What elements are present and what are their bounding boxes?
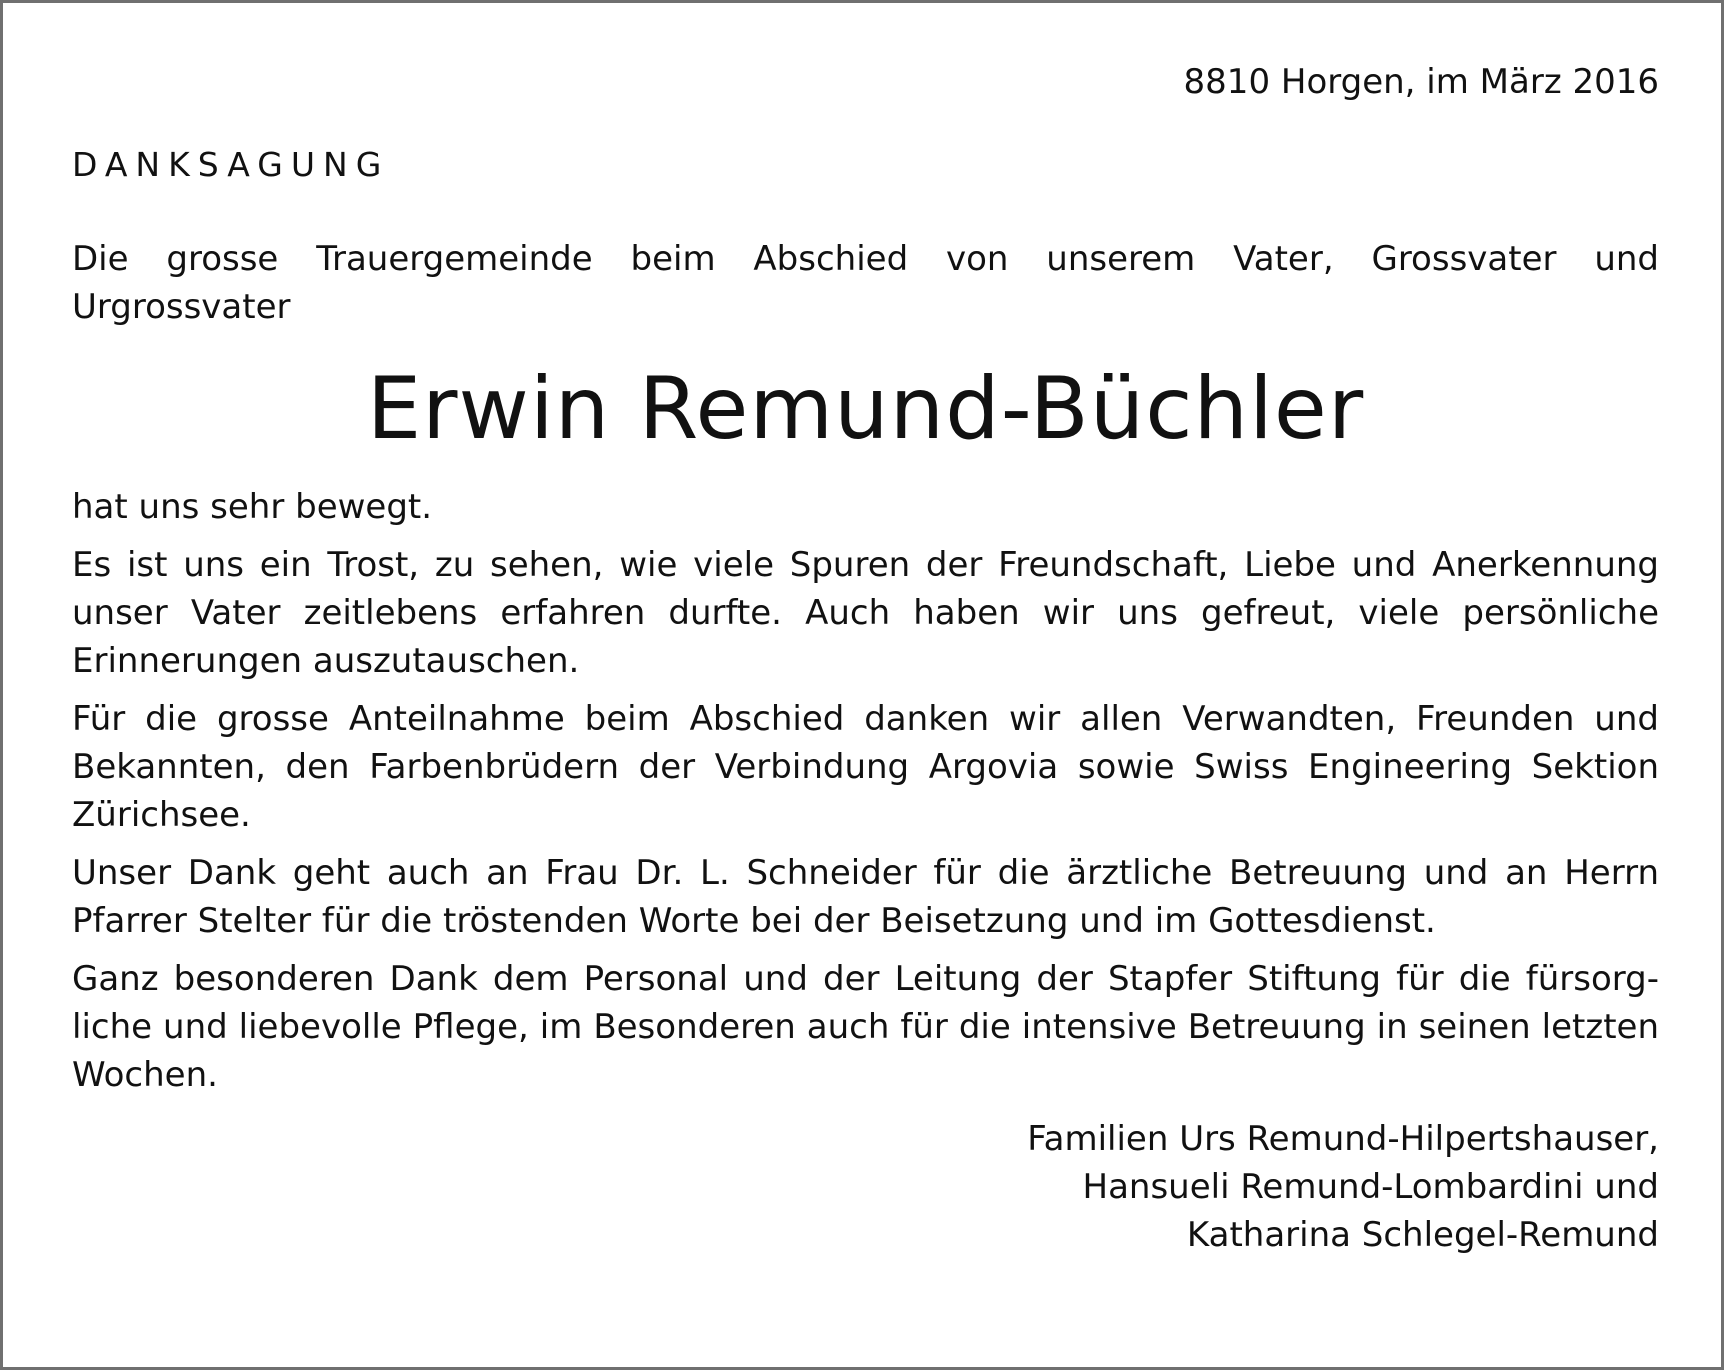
signature-line-3: Katharina Schlegel-Remund [1186,1215,1659,1255]
paragraph-dank-pflege: Ganz besonderen Dank dem Personal und der Leitung der Stapfer Stiftung für die fürsorgliche und liebevolle Pflege, im Besonderen auch für die intensive Betreuung in seinen letzten Wochen. [72,959,1659,1095]
notice-content [72,58,1659,1259]
deceased-name: Erwin Remund-Büchler [366,359,1365,459]
paragraph-dank-aerztin: Unser Dank geht auch an Frau Dr. L. Schneider für die ärztliche Betreuung und an Herrn Pfarrer Stelter für die tröstenden Worte bei der Beisetzung und im Gottesdienst. [72,853,1659,941]
place-date: 8810 Horgen, im März 2016 [1183,62,1659,102]
after-name-text: hat uns sehr bewegt. [72,487,433,527]
intro-paragraph [72,235,1659,331]
signature-line-1: Familien Urs Remund-Hilpertshauser, [1027,1119,1659,1159]
paragraph-anteilnahme: Für die grosse Anteilnahme beim Abschied danken wir allen Verwandten, Freunden und Bekannten, den Farbenbrüdern der Verbindung Argovia sowie Swiss Engineering Sektion Zürichsee. [72,699,1659,835]
paragraph-trost: Es ist uns ein Trost, zu sehen, wie viele Spuren der Freundschaft, Liebe und Anerkennung unser Vater zeitlebens erfahren durfte. Auch haben wir uns gefreut, viele persönliche Erinnerungen auszutauschen. [72,545,1659,681]
signature-line-2: Hansueli Remund-Lombardini und [1082,1167,1659,1207]
notice-heading: DANKSAGUNG [72,145,390,184]
intro-line-1: Die grosse Trauergemeinde beim Abschied von unserem Vater, Grossvater und [72,239,1659,279]
intro-line-2: Urgrossvater [72,287,291,327]
signature-block [72,1115,1659,1259]
